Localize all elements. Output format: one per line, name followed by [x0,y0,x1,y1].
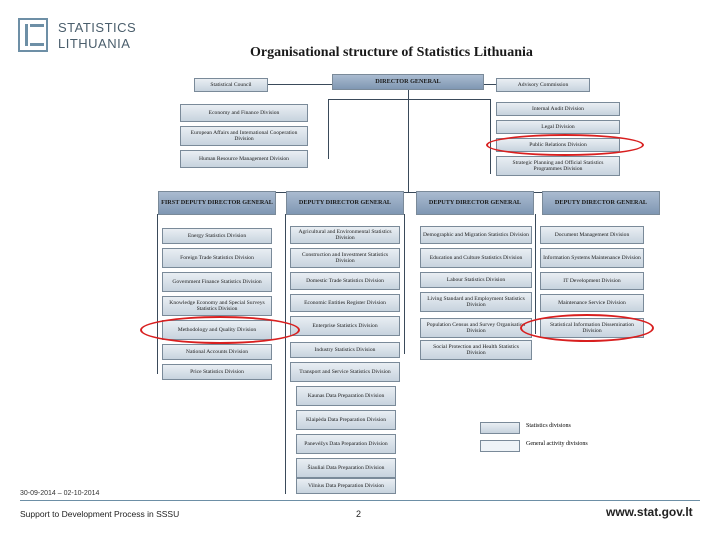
column-head: DEPUTY DIRECTOR GENERAL [416,191,534,215]
left-staff-division: Human Resource Management Division [180,150,308,168]
division-box: Panevėžys Data Preparation Division [296,434,396,454]
division-box: Methodology and Quality Division [162,320,272,340]
director-general-box: DIRECTOR GENERAL [332,74,484,90]
logo-line-1: STATISTICS [58,20,137,35]
division-box: Domestic Trade Statistics Division [290,272,400,290]
division-box: Enterprise Statistics Division [290,316,400,336]
connector-line [328,99,490,100]
legend-general-label: General activity divisions [526,441,588,447]
connector-line [490,99,491,174]
division-box: Agricultural and Environmental Statistics Division [290,226,400,244]
division-box: Social Protection and Health Statistics Division [420,340,532,360]
right-staff-division: Public Relations Division [496,138,620,152]
division-box: Labour Statistics Division [420,272,532,288]
footer-url: www.stat.gov.lt [606,505,693,519]
advisory-commission-box: Advisory Commission [496,78,590,92]
division-box: Klaipėda Data Preparation Division [296,410,396,430]
highlight-methodology [140,316,300,344]
legend-general-swatch [480,440,520,452]
column-rail [157,214,158,374]
division-box: Vilnius Data Preparation Division [296,478,396,494]
highlight-public-relations [486,134,644,156]
org-chart [140,36,678,496]
statistical-council-box: Statistical Council [194,78,268,92]
right-staff-division: Legal Division [496,120,620,134]
connector-line [484,84,496,85]
column-rail [404,214,405,354]
column-head: DEPUTY DIRECTOR GENERAL [542,191,660,215]
connector-line [268,84,332,85]
column-rail [285,214,286,494]
division-box: Industry Statistics Division [290,342,400,358]
division-box: Document Management Division [540,226,644,244]
column-head: FIRST DEPUTY DIRECTOR GENERAL [158,191,276,215]
footer-left-text: Support to Development Process in SSSU [20,509,180,519]
division-box: Population Census and Survey Organisation Division [420,318,532,338]
right-staff-division: Strategic Planning and Official Statistics Programmes Division [496,156,620,176]
legend-statistics-label: Statistics divisions [526,423,571,429]
division-box: Transport and Service Statistics Division [290,362,400,382]
division-box: Information Systems Maintenance Division [540,248,644,268]
division-box: Demographic and Migration Statistics Division [420,226,532,244]
division-box: Foreign Trade Statistics Division [162,248,272,268]
page-number: 2 [356,509,362,519]
chart-title: Organisational structure of Statistics Lithuania [250,45,533,60]
column-rail [535,214,536,334]
division-box: Knowledge Economy and Special Surveys Statistics Division [162,296,272,316]
division-box: Economic Entities Register Division [290,294,400,312]
left-staff-division: European Affairs and International Cooperation Division [180,126,308,146]
right-staff-division: Internal Audit Division [496,102,620,116]
division-box: Maintenance Service Division [540,294,644,312]
division-box: IT Development Division [540,272,644,290]
logo-mark-icon [18,18,48,52]
highlight-dissemination [520,314,654,342]
legend-statistics-swatch [480,422,520,434]
division-box: Kaunas Data Preparation Division [296,386,396,406]
division-box: Energy Statistics Division [162,228,272,244]
division-box: Government Finance Statistics Division [162,272,272,292]
footer-date: 30-09-2014 – 02-10-2014 [20,490,100,497]
division-box: Statistical Information Dissemination Division [540,318,644,338]
connector-line [328,99,329,159]
division-box: Construction and Investment Statistics Division [290,248,400,268]
division-box: Price Statistics Division [162,364,272,380]
logo-line-2: LITHUANIA [58,36,131,51]
division-box: Education and Culture Statistics Division [420,248,532,268]
left-staff-division: Economy and Finance Division [180,104,308,122]
spine-line [408,90,409,192]
footer-divider [20,500,700,501]
division-box: Living Standard and Employment Statistics Division [420,292,532,312]
logo [18,18,137,58]
division-box: Šiauliai Data Preparation Division [296,458,396,478]
division-box: National Accounts Division [162,344,272,360]
column-head: DEPUTY DIRECTOR GENERAL [286,191,404,215]
